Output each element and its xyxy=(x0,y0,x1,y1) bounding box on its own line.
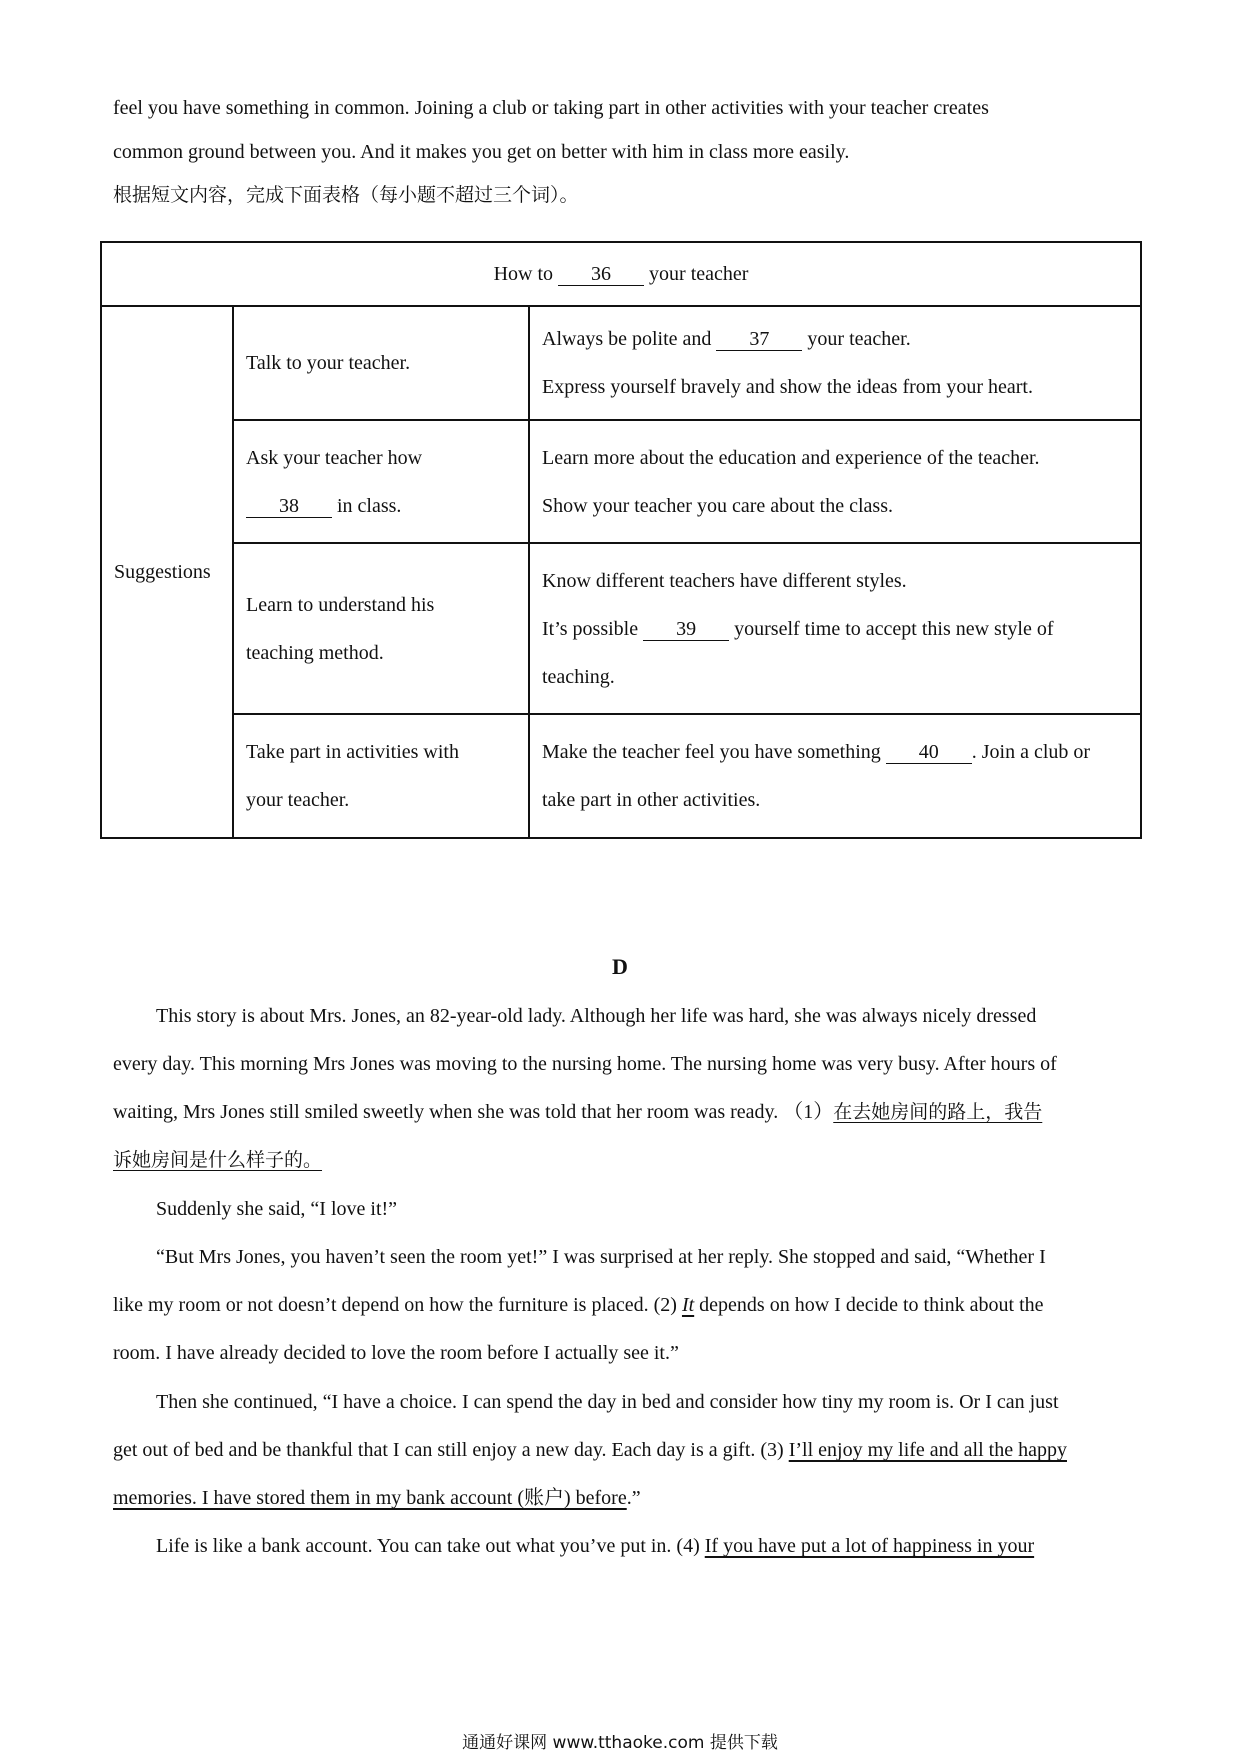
translation-underline-3-cont: memories. I have stored them in my bank account (账户) before xyxy=(113,1487,627,1509)
paragraph-line: room. I have already decided to love the room before I actually see it.” xyxy=(113,1342,679,1364)
table-row xyxy=(101,714,1141,838)
paragraph-line: get out of bed and be thankful that I can still enjoy a new day. Each day is a gift. (3) I’ll enjoy my life and all the happy xyxy=(113,1439,1067,1461)
paragraph-line: Suddenly she said, “I love it!” xyxy=(156,1198,398,1220)
suggestion-cell: Learn to understand his teaching method. xyxy=(233,543,529,714)
table-row xyxy=(101,306,1141,420)
paragraph-line: waiting, Mrs Jones still smiled sweetly when she was told that her room was ready. （1）在去她房间的路上，我告 xyxy=(113,1101,1043,1123)
translation-underline-3: I’ll enjoy my life and all the happy xyxy=(788,1439,1067,1461)
suggestion-cell: Ask your teacher how 38 in class. xyxy=(233,420,529,543)
detail-cell: Always be polite and 37 your teacher. Express yourself bravely and show the ideas from your heart. xyxy=(529,306,1141,420)
blank-36: 36 xyxy=(558,263,644,286)
paragraph-line: every day. This morning Mrs Jones was moving to the nursing home. The nursing home was very busy. After hours of xyxy=(113,1053,1057,1075)
blank-40: 40 xyxy=(886,741,972,764)
table-instruction: 根据短文内容，完成下面表格（每小题不超过三个词）。 xyxy=(113,184,579,206)
table-row xyxy=(101,420,1141,543)
paragraph-line: memories. I have stored them in my bank account (账户) before.” xyxy=(113,1487,641,1509)
suggestion-cell: Take part in activities with your teacher. xyxy=(233,714,529,838)
translation-underline-1-cont: 诉她房间是什么样子的。 xyxy=(113,1149,323,1171)
paragraph-line: Then she continued, “I have a choice. I can spend the day in bed and consider how tiny my room is. Or I can just xyxy=(156,1391,1059,1413)
section-heading: D xyxy=(612,954,628,979)
paragraph-line: Life is like a bank account. You can take out what you’ve put in. (4) If you have put a lot of happiness in your xyxy=(156,1535,1035,1557)
paragraph-line: like my room or not doesn’t depend on how the furniture is placed. (2) It depends on how I decide to think about the xyxy=(113,1294,1044,1316)
translation-underline-4: If you have put a lot of happiness in your xyxy=(704,1535,1035,1557)
paragraph-line xyxy=(113,1147,322,1173)
intro-line-2: common ground between you. And it makes you get on better with him in class more easily. xyxy=(113,141,850,163)
detail-cell: Learn more about the education and experience of the teacher. Show your teacher you care about the class. xyxy=(529,420,1141,543)
underlined-it: It xyxy=(681,1294,695,1316)
translation-underline-1: 在去她房间的路上，我告 xyxy=(833,1101,1043,1123)
blank-39: 39 xyxy=(643,618,729,641)
suggestion-cell: Talk to your teacher. xyxy=(233,306,529,420)
blank-38: 38 xyxy=(246,495,332,518)
detail-cell: Know different teachers have different styles. It’s possible 39 yourself time to accept this new style of teaching. xyxy=(529,543,1141,714)
answer-table xyxy=(100,241,1142,839)
suggestions-header: Suggestions xyxy=(101,306,233,838)
blank-37: 37 xyxy=(716,328,802,351)
table-title: How to 36 your teacher xyxy=(101,242,1141,306)
page-footer: 通通好课网 www.tthaoke.com 提供下载 xyxy=(462,1733,778,1753)
detail-cell: Make the teacher feel you have something 40 . Join a club or take part in other activities. xyxy=(529,714,1141,838)
table-title-row xyxy=(101,242,1141,306)
paragraph-line: This story is about Mrs. Jones, an 82-year-old lady. Although her life was hard, she was always nicely dressed xyxy=(156,1005,1037,1027)
table-row xyxy=(101,543,1141,714)
paragraph-line: “But Mrs Jones, you haven’t seen the room yet!” I was surprised at her reply. She stopped and said, “Whether I xyxy=(156,1246,1046,1268)
intro-line-1: feel you have something in common. Joining a club or taking part in other activities with your teacher creates xyxy=(113,97,989,119)
